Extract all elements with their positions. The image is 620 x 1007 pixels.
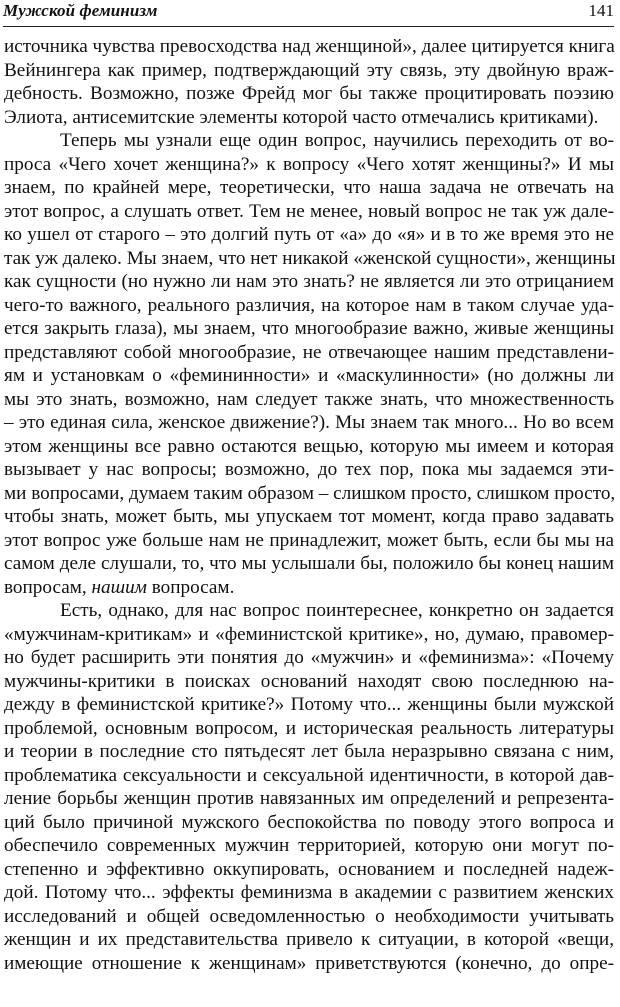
text-line <box>4 576 614 600</box>
text-line: проса «Чего хочет женщина?» к вопросу «Чего хотят женщины?» И мы <box>4 153 614 175</box>
body-text <box>4 35 614 975</box>
text-line: и теории в последние сто пятьдесят лет была неразрывно связана с ним, <box>4 741 614 762</box>
text-line: ям и установкам о «фемининности» и «маскулинности» (но должны ли <box>4 365 614 386</box>
text-line: вызывает у нас вопросы; возможно, до тех пор, пока мы задаемся эти- <box>4 459 614 480</box>
text-line: но будет расширить эти понятия до «мужчин» и «феминизма»: «Почему <box>4 647 614 668</box>
text-line: представляют собой многообразие, не отвечающее нашим представлени- <box>4 341 614 363</box>
text-line: Вейнингера как пример, подтверждающий эту связь, эту двойную враж- <box>4 59 614 81</box>
text-line: мы это знать, возможно, нам следует также знать, что множественность <box>4 388 614 410</box>
italic-emphasis: нашим <box>91 576 147 598</box>
text-line: Элиота, антисемитские элементы которой часто отмечались критиками). <box>4 106 599 128</box>
text-line: ление борьбы женщин против навязанных им определений и репрезента- <box>4 788 614 809</box>
text-line: ется закрыть глаза), мы знаем, что многообразие важно, живые женщины <box>4 318 614 339</box>
text-line: женщин и их представительства привело к ситуации, в которой «вещи, <box>4 929 614 950</box>
text-line: ций было причиной мужского беспокойства по поводу этого вопроса и <box>4 811 614 833</box>
text-line: Теперь мы узнали еще один вопрос, научились переходить от во- <box>60 130 614 151</box>
text-line: чего-то важного, реального различия, на которое нам в таком случае уда- <box>4 294 614 316</box>
text-line: имеющие отношение к женщинам» приветствуются (конечно, до опре- <box>4 952 614 974</box>
text-line: дежду в феминистской критике?» Потому что... женщины были мужской <box>4 694 614 715</box>
page-number: 141 <box>588 1 614 20</box>
text-line: проблемой, основным вопросом, и историческая реальность литературы <box>4 717 614 739</box>
text-line: – это единая сила, женское движение?). Мы знаем так много... Но во всем <box>4 412 614 433</box>
text-line: Есть, однако, для нас вопрос поинтереснее, конкретно он задается <box>60 600 614 621</box>
text-line: степенно и эффективно оккупировать, основанием и последней надеж- <box>4 858 614 880</box>
text-line: знаем, по крайней мере, теоретически, что наша задача не отвечать на <box>4 177 614 198</box>
text-line: ко ушел от старого – это долгий путь от «а» до «я» и в то же время это не <box>4 224 614 245</box>
text-line: как сущности (но нужно ли нам это знать? не является ли это отрицанием <box>4 271 614 292</box>
text-fragment: вопросам, <box>4 576 87 598</box>
text-line: этот вопрос уже больше нам не принадлежит, может быть, если бы мы на <box>4 529 614 551</box>
text-fragment: вопросам. <box>151 576 235 598</box>
text-line: обеспечило современных мужчин территорией, которую они могут по- <box>4 835 614 856</box>
text-line: этот вопрос, а слушать ответ. Тем не менее, новый вопрос не так уж дале- <box>4 200 614 222</box>
text-line: этом женщины все равно остаются вещью, которую мы имеем и которая <box>4 435 614 457</box>
text-line: источника чувства превосходства над женщиной», далее цитируется книга <box>4 36 615 57</box>
text-line: дебность. Возможно, позже Фрейд мог бы также процитировать поэзию <box>4 83 614 104</box>
text-line: так уж далеко. Мы знаем, что нет никакой «женской сущности», женщины <box>4 247 616 269</box>
text-line: «мужчинам-критикам» и «феминистской критике», но, думаю, правомер- <box>4 623 614 645</box>
text-line: ми вопросами, думаем таким образом – слишком просто, слишком просто, <box>4 482 616 504</box>
page-header <box>3 0 614 27</box>
text-line: исследований и общей осведомленностью о необходимости учитывать <box>4 905 614 927</box>
text-line: проблематика сексуальности и сексуальной идентичности, в которой дав- <box>4 764 614 786</box>
text-line: самом деле слушали, то, что мы услышали бы, положило бы конец нашим <box>4 553 614 574</box>
text-line: мужчины-критики в поисках оснований находят свою последнюю на- <box>4 670 614 692</box>
text-line: чтобы знать, может быть, мы упускаем тот момент, когда право задавать <box>4 506 614 527</box>
running-title: Мужской феминизм <box>3 1 158 20</box>
text-line: дой. Потому что... эффекты феминизма в академии с развитием женских <box>4 882 614 903</box>
